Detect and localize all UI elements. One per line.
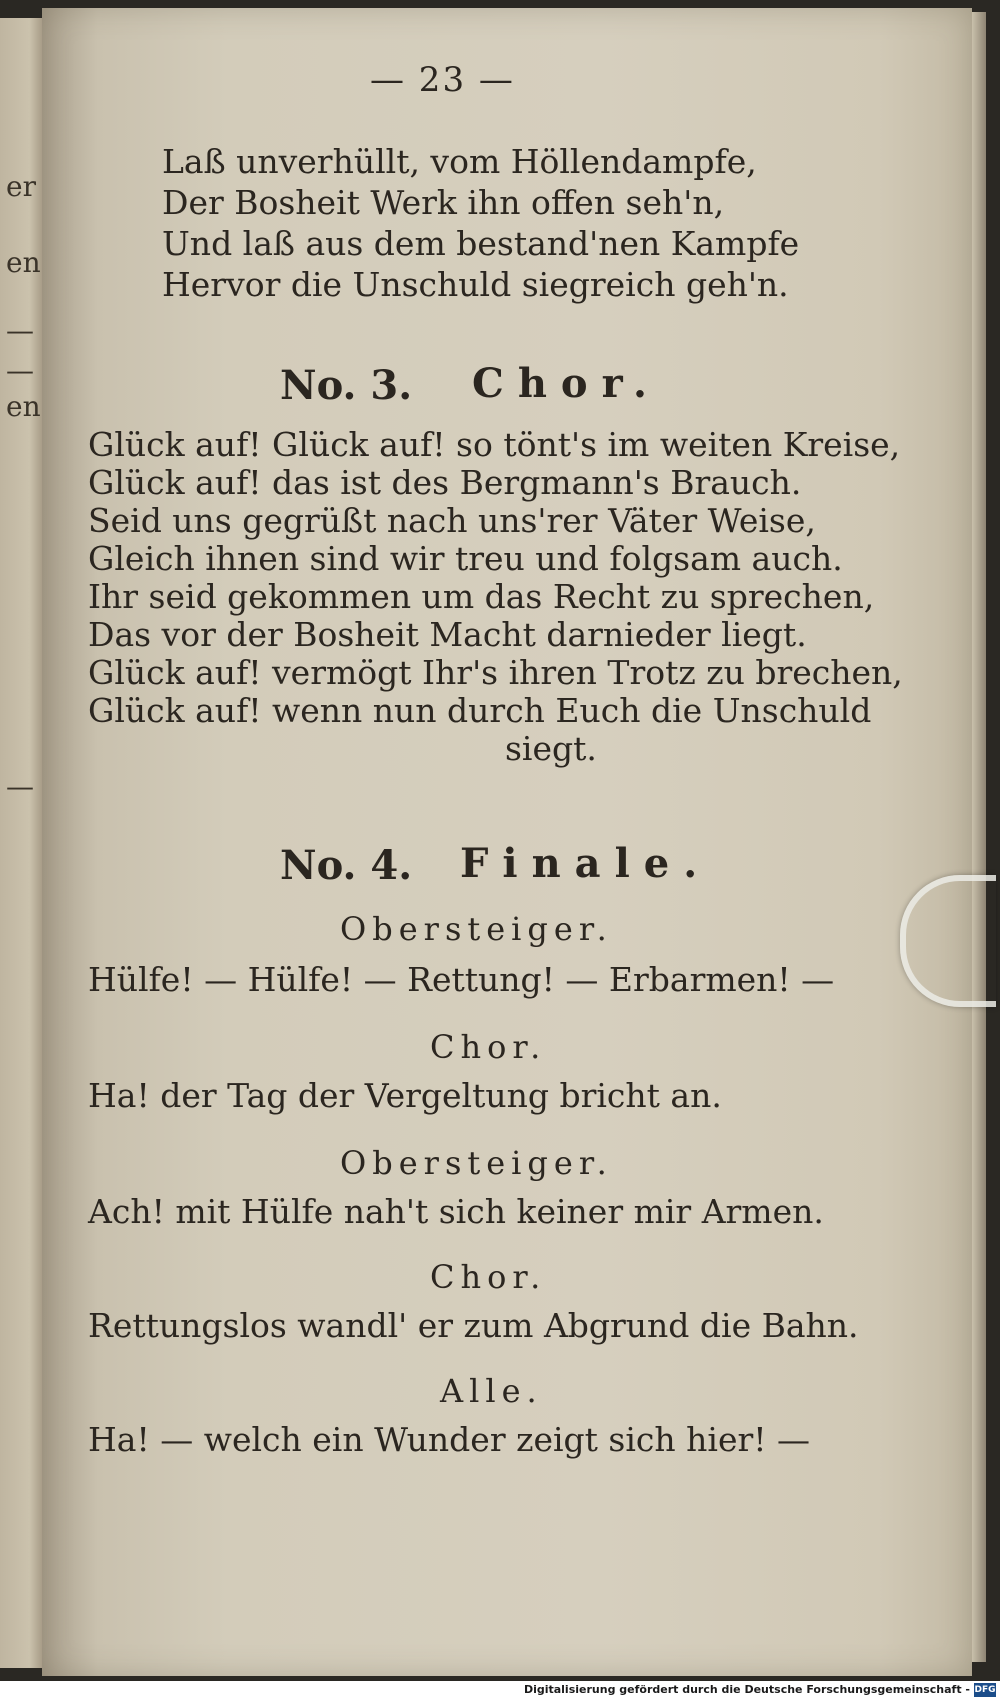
chorus-line: siegt. — [505, 729, 597, 768]
speaker-name: Obersteiger. — [340, 910, 613, 948]
dfg-logo: DFG — [974, 1685, 996, 1695]
margin-fragment: — — [6, 314, 34, 347]
stanza-line: Und laß aus dem bestand'nen Kampfe — [162, 224, 800, 263]
margin-fragment: — — [6, 770, 34, 803]
stanza-line: Der Bosheit Werk ihn offen seh'n, — [162, 183, 725, 222]
speaker-name: Chor. — [430, 1258, 547, 1296]
speaker-name: Obersteiger. — [340, 1144, 613, 1182]
chorus-line: Glück auf! Glück auf! so tönt's im weiten Kreise, — [88, 425, 901, 464]
stanza-line: Hervor die Unschuld siegreich geh'n. — [162, 265, 789, 304]
chorus-line: Glück auf! das ist des Bergmann's Brauch. — [88, 463, 802, 502]
page-edge — [972, 12, 986, 1662]
margin-fragment: — — [6, 354, 34, 387]
margin-fragment: en — [6, 246, 41, 279]
section-number: No. 3. — [280, 362, 413, 409]
chorus-line: Das vor der Bosheit Macht darnieder liegt. — [88, 615, 807, 654]
dialogue-line: Ha! — welch ein Wunder zeigt sich hier! — — [88, 1420, 811, 1459]
chorus-line: Glück auf! vermögt Ihr's ihren Trotz zu brechen, — [88, 653, 903, 692]
margin-fragment: er — [6, 170, 36, 203]
section-title: Finale. — [460, 840, 712, 887]
footer-credit: Digitalisierung gefördert durch die Deutsche Forschungsgemeinschaft - — [523, 1683, 970, 1696]
page-number: — 23 — — [370, 60, 515, 100]
chorus-line: Seid uns gegrüßt nach uns'rer Väter Weise, — [88, 501, 816, 540]
chorus-line: Glück auf! wenn nun durch Euch die Unschuld — [88, 691, 872, 730]
stanza-line: Laß unverhüllt, vom Höllendampfe, — [162, 142, 757, 181]
margin-fragment: en — [6, 390, 41, 423]
speaker-name: Chor. — [430, 1028, 547, 1066]
dialogue-line: Ha! der Tag der Vergeltung bricht an. — [88, 1076, 722, 1115]
chorus-line: Ihr seid gekommen um das Recht zu sprechen, — [88, 577, 875, 616]
facing-page-edge — [0, 18, 42, 1668]
chorus-line: Gleich ihnen sind wir treu und folgsam auch. — [88, 539, 843, 578]
dialogue-line: Hülfe! — Hülfe! — Rettung! — Erbarmen! — — [88, 960, 835, 999]
section-title: Chor. — [472, 360, 661, 407]
section-number: No. 4. — [280, 842, 413, 889]
speaker-name: Alle. — [440, 1372, 543, 1410]
dialogue-line: Ach! mit Hülfe nah't sich keiner mir Armen. — [88, 1192, 824, 1231]
dialogue-line: Rettungslos wandl' er zum Abgrund die Bahn. — [88, 1306, 859, 1345]
